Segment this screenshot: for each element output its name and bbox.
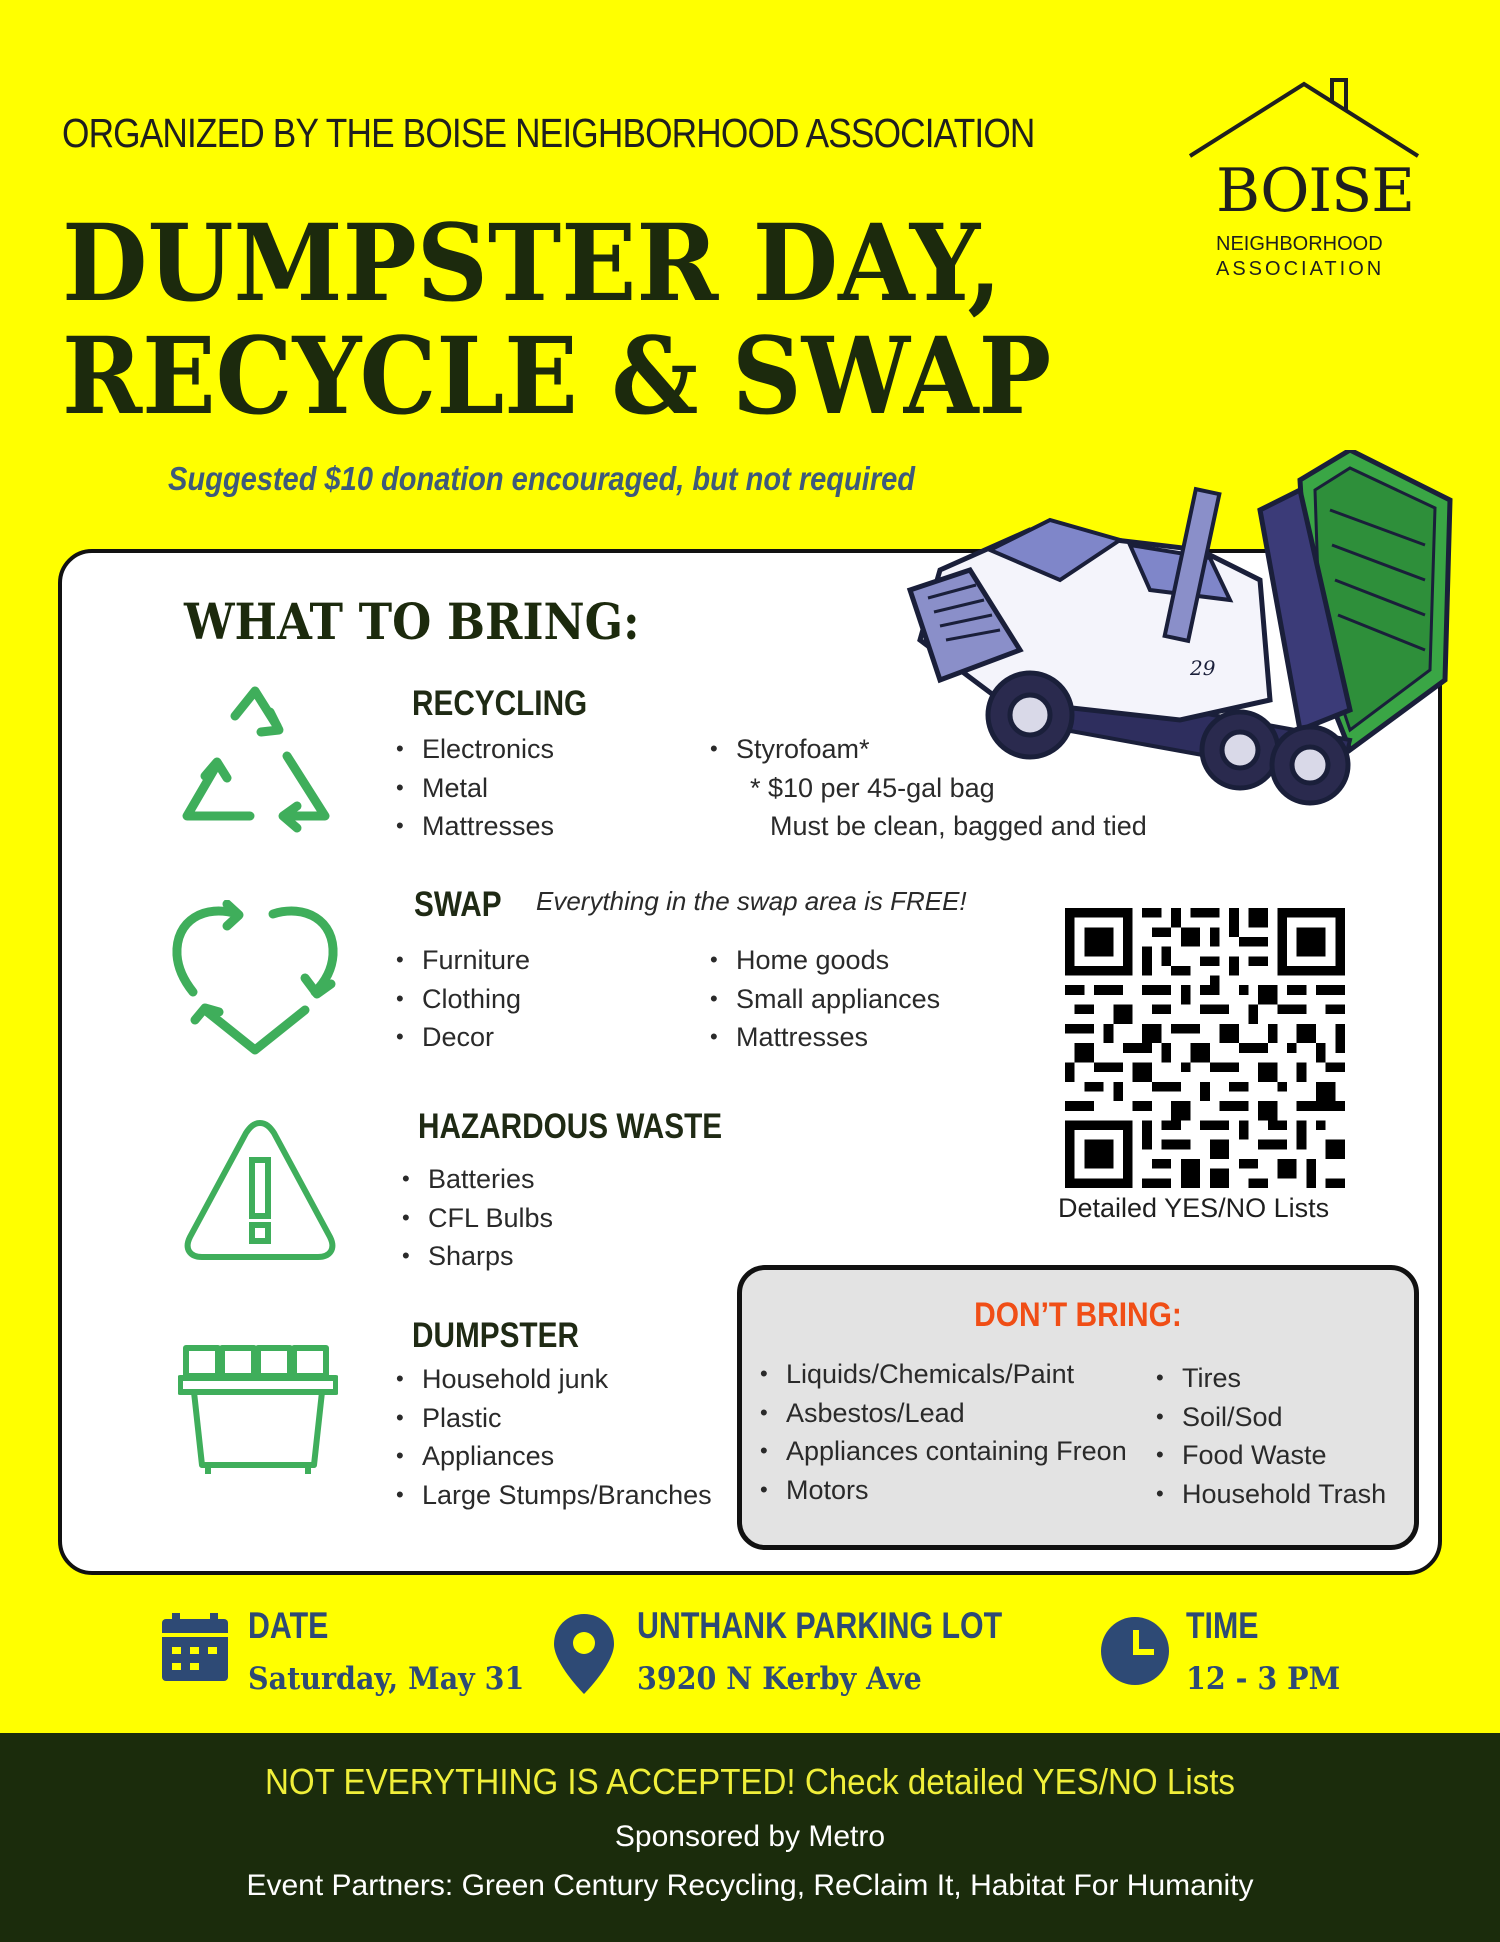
truck-number: 29 (1190, 656, 1216, 680)
list-item: • CFL Bulbs (396, 1199, 553, 1238)
list-item: • Clothing (390, 980, 530, 1019)
list-item: • Liquids/Chemicals/Paint (754, 1355, 1127, 1394)
house-roof-icon (1186, 78, 1422, 168)
logo-wordmark: BOISE (1216, 156, 1414, 226)
swap-list-col2 (704, 941, 940, 1057)
list-item: • Decor (390, 1018, 530, 1057)
recycling-list-col2 (704, 730, 870, 769)
dumpster-list (390, 1360, 712, 1514)
list-item: • Mattresses (390, 807, 554, 846)
hazardous-waste-title: HAZARDOUS WASTE (418, 1107, 723, 1146)
styrofoam-fee-note: * $10 per 45-gal bag (750, 773, 995, 803)
recycle-icon (175, 686, 335, 846)
dumpster-title: DUMPSTER (412, 1316, 579, 1355)
recycling-title: RECYCLING (412, 684, 588, 723)
date-label: DATE (248, 1605, 329, 1646)
list-item: • Styrofoam* (704, 730, 870, 769)
association-logo (1186, 78, 1422, 298)
list-item: • Tires (1150, 1359, 1386, 1398)
list-item: • Motors (754, 1471, 1127, 1510)
list-item: • Mattresses (704, 1018, 940, 1057)
clock-icon (1100, 1616, 1170, 1686)
donation-note: Suggested $10 donation encouraged, but not required (168, 460, 916, 497)
location-address: 3920 N Kerby Ave (637, 1661, 922, 1697)
footer (0, 1733, 1500, 1942)
list-item: • Food Waste (1150, 1436, 1386, 1475)
footer-warning: NOT EVERYTHING IS ACCEPTED! Check detailed YES/NO Lists (264, 1761, 1235, 1802)
list-item: • Electronics (390, 730, 554, 769)
heart-arrows-icon (165, 900, 345, 1060)
list-item: • Metal (390, 769, 554, 808)
dont-bring-list-col2 (1150, 1359, 1386, 1513)
time-value: 12 - 3 PM (1186, 1661, 1341, 1697)
swap-list-col1 (390, 941, 530, 1057)
organizer-line: ORGANIZED BY THE BOISE NEIGHBORHOOD ASSOCIATION (62, 110, 1035, 156)
event-title-line1: DUMPSTER DAY, (62, 200, 1002, 325)
list-item: • Soil/Sod (1150, 1398, 1386, 1437)
date-value: Saturday, May 31 (248, 1661, 525, 1697)
list-item: • Household junk (390, 1360, 712, 1399)
list-item: • Sharps (396, 1237, 553, 1276)
calendar-icon (160, 1613, 230, 1683)
qr-caption: Detailed YES/NO Lists (1058, 1193, 1330, 1223)
logo-subline2: ASSOCIATION (1216, 258, 1385, 280)
event-title-line2: RECYCLE & SWAP (62, 313, 1052, 438)
styrofoam-condition-note: Must be clean, bagged and tied (770, 811, 1147, 841)
list-item: • Home goods (704, 941, 940, 980)
dont-bring-box (737, 1265, 1419, 1550)
time-label: TIME (1186, 1605, 1259, 1646)
list-item: • Asbestos/Lead (754, 1394, 1127, 1433)
hazardous-list (396, 1160, 553, 1276)
list-item: • Household Trash (1150, 1475, 1386, 1514)
dont-bring-list-col1 (754, 1355, 1127, 1509)
dumpster-icon (178, 1340, 338, 1480)
logo-subline1: NEIGHBORHOOD (1216, 233, 1383, 255)
qr-code[interactable] (1065, 908, 1345, 1188)
recycling-list-col1 (390, 730, 554, 846)
warning-icon (180, 1115, 340, 1265)
swap-title: SWAP (414, 885, 502, 924)
location-pin-icon (552, 1612, 616, 1696)
what-to-bring-heading: WHAT TO BRING: (184, 592, 640, 651)
swap-free-note: Everything in the swap area is FREE! (536, 886, 967, 916)
footer-sponsor: Sponsored by Metro (614, 1820, 886, 1853)
list-item: • Appliances (390, 1437, 712, 1476)
list-item: • Appliances containing Freon (754, 1432, 1127, 1471)
list-item: • Small appliances (704, 980, 940, 1019)
list-item: • Large Stumps/Branches (390, 1476, 712, 1515)
dont-bring-title: DON’T BRING: (974, 1296, 1182, 1334)
list-item: • Plastic (390, 1399, 712, 1438)
footer-partners: Event Partners: Green Century Recycling, ReClaim It, Habitat For Humanity (246, 1869, 1254, 1902)
location-label: UNTHANK PARKING LOT (637, 1605, 1003, 1646)
list-item: • Furniture (390, 941, 530, 980)
list-item: • Batteries (396, 1160, 553, 1199)
